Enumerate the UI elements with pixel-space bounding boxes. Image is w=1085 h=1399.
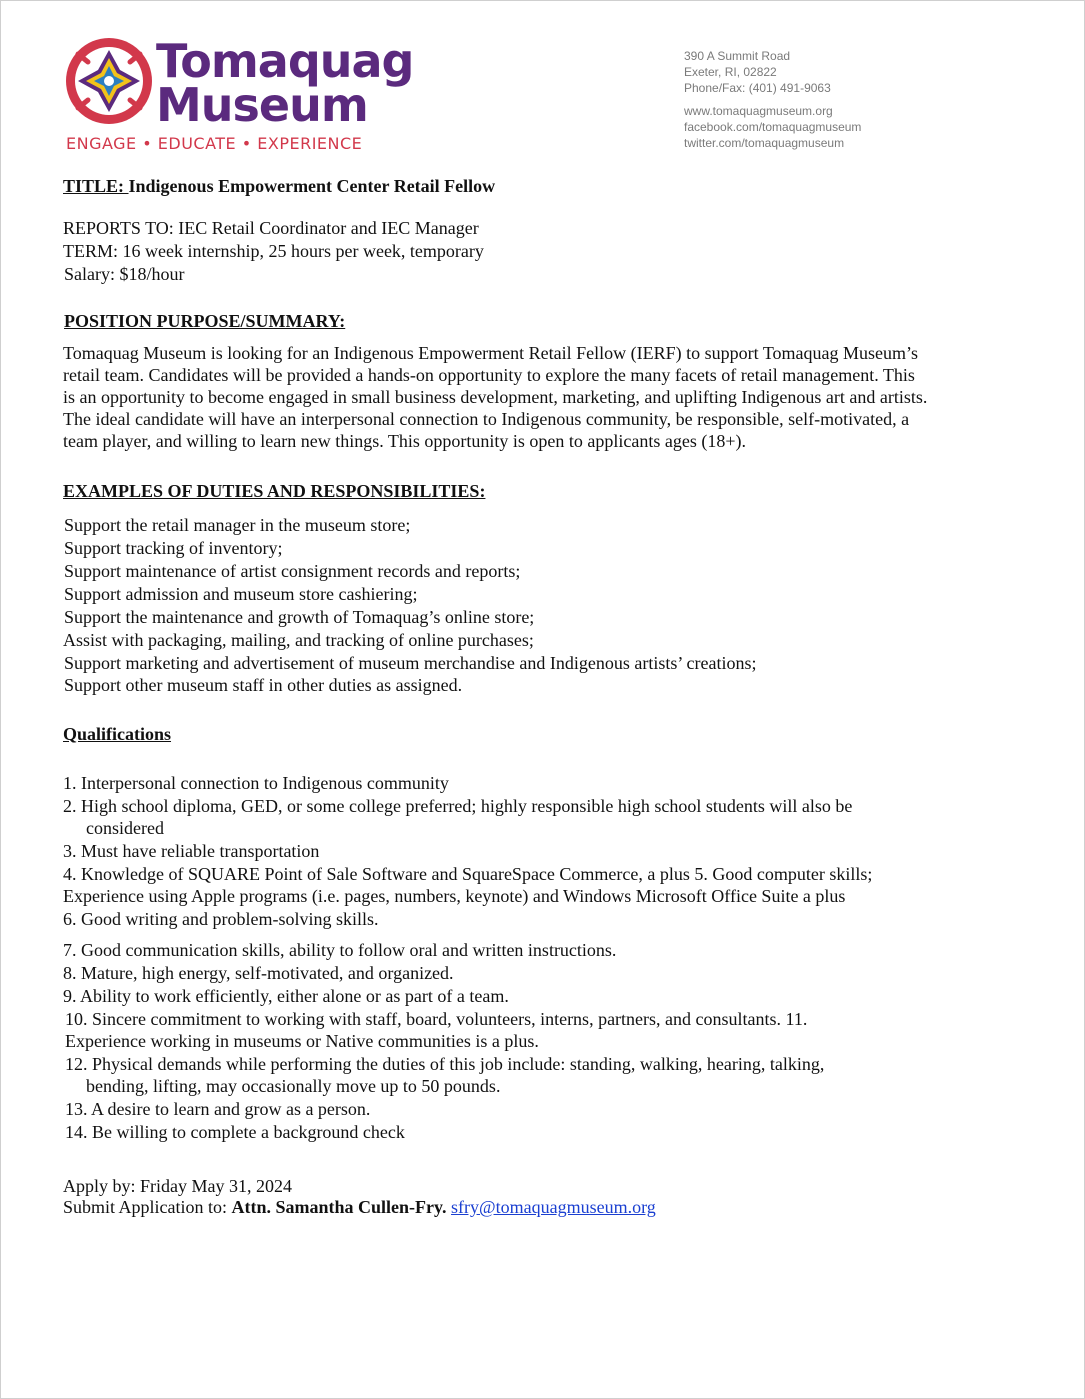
qualification-line: 12. Physical demands while performing the duties of this job include: standing, walking, hearing, talking,: [65, 1054, 825, 1074]
duty-item: Support maintenance of artist consignment records and reports;: [64, 561, 521, 581]
reports-to: REPORTS TO: IEC Retail Coordinator and IEC Manager: [63, 218, 479, 238]
purpose-heading: POSITION PURPOSE/SUMMARY:: [64, 311, 346, 331]
duty-item: Support the maintenance and growth of Tomaquag’s online store;: [64, 607, 535, 627]
qualification-line: 6. Good writing and problem-solving skills.: [63, 909, 379, 929]
qualification-line: 2. High school diploma, GED, or some college preferred; highly responsible high school students will also be: [63, 796, 853, 816]
address-street: 390 A Summit Road: [684, 49, 791, 63]
qualification-line: considered: [86, 818, 164, 838]
duty-item: Support marketing and advertisement of museum merchandise and Indigenous artists’ creations;: [64, 653, 757, 673]
logo-word-tomaquag: Tomaquag: [156, 34, 414, 88]
job-title: [63, 175, 495, 198]
salary: Salary: $18/hour: [64, 264, 185, 284]
address-facebook: facebook.com/tomaquagmuseum: [684, 120, 862, 134]
medallion-icon: [64, 36, 154, 126]
job-title-value: Indigenous Empowerment Center Retail Fellow: [128, 176, 496, 196]
museum-logo: [64, 34, 414, 156]
duties-heading: EXAMPLES OF DUTIES AND RESPONSIBILITIES:: [63, 481, 486, 501]
qualification-line: 14. Be willing to complete a background check: [65, 1122, 405, 1142]
purpose-line: Tomaquag Museum is looking for an Indigenous Empowerment Retail Fellow (IERF) to support Tomaquag Museum’s: [63, 343, 919, 363]
purpose-line: The ideal candidate will have an interpersonal connection to Indigenous community, be responsible, self-motivated, a: [63, 409, 910, 429]
logo-word-museum: Museum: [156, 78, 368, 132]
submit-label: Submit Application to:: [63, 1197, 232, 1217]
purpose-line: retail team. Candidates will be provided a hands-on opportunity to explore the many facets of retail management. This: [63, 365, 915, 385]
qualification-line: 9. Ability to work efficiently, either alone or as part of a team.: [63, 986, 509, 1006]
duty-item: Assist with packaging, mailing, and tracking of online purchases;: [63, 630, 534, 650]
qualifications-heading: Qualifications: [63, 724, 172, 744]
duty-item: Support the retail manager in the museum store;: [64, 515, 411, 535]
duty-item: Support other museum staff in other duties as assigned.: [64, 675, 463, 695]
qualification-line: 4. Knowledge of SQUARE Point of Sale Software and SquareSpace Commerce, a plus 5. Good computer skills;: [63, 864, 873, 884]
email-link[interactable]: sfry@tomaquagmuseum.org: [451, 1197, 656, 1217]
qualification-line: 13. A desire to learn and grow as a person.: [65, 1099, 371, 1119]
qualification-line: 7. Good communication skills, ability to follow oral and written instructions.: [63, 940, 617, 960]
duty-item: Support admission and museum store cashiering;: [64, 584, 418, 604]
apply-by: Apply by: Friday May 31, 2024: [63, 1176, 292, 1196]
address-city: Exeter, RI, 02822: [684, 65, 777, 79]
qualification-line: Experience working in museums or Native communities is a plus.: [65, 1031, 539, 1051]
address-phone: Phone/Fax: (401) 491-9063: [684, 81, 831, 95]
job-title-label: TITLE:: [63, 176, 129, 196]
qualification-line: 8. Mature, high energy, self-motivated, and organized.: [63, 963, 454, 983]
address-website: www.tomaquagmuseum.org: [684, 104, 833, 118]
address-twitter: twitter.com/tomaquagmuseum: [684, 136, 845, 150]
purpose-line: is an opportunity to become engaged in small business development, marketing, and uplifting Indigenous art and artists.: [63, 387, 928, 407]
term: TERM: 16 week internship, 25 hours per week, temporary: [63, 241, 484, 261]
qualification-line: 1. Interpersonal connection to Indigenous community: [63, 773, 449, 793]
attn-name: Attn. Samantha Cullen-Fry.: [231, 1197, 447, 1217]
address-block: [684, 48, 861, 151]
qualification-line: Experience using Apple programs (i.e. pages, numbers, keynote) and Windows Microsoft Office Suite a plus: [63, 886, 846, 906]
logo-tagline: ENGAGE • EDUCATE • EXPERIENCE: [66, 134, 363, 153]
duty-item: Support tracking of inventory;: [64, 538, 283, 558]
qualification-line: bending, lifting, may occasionally move up to 50 pounds.: [86, 1076, 501, 1096]
qualification-line: 3. Must have reliable transportation: [63, 841, 320, 861]
qualification-line: 10. Sincere commitment to working with staff, board, volunteers, interns, partners, and consultants. 11.: [65, 1009, 808, 1029]
purpose-line: team player, and willing to learn new things. This opportunity is open to applicants ages (18+).: [63, 431, 746, 451]
submit-application: [63, 1196, 656, 1219]
